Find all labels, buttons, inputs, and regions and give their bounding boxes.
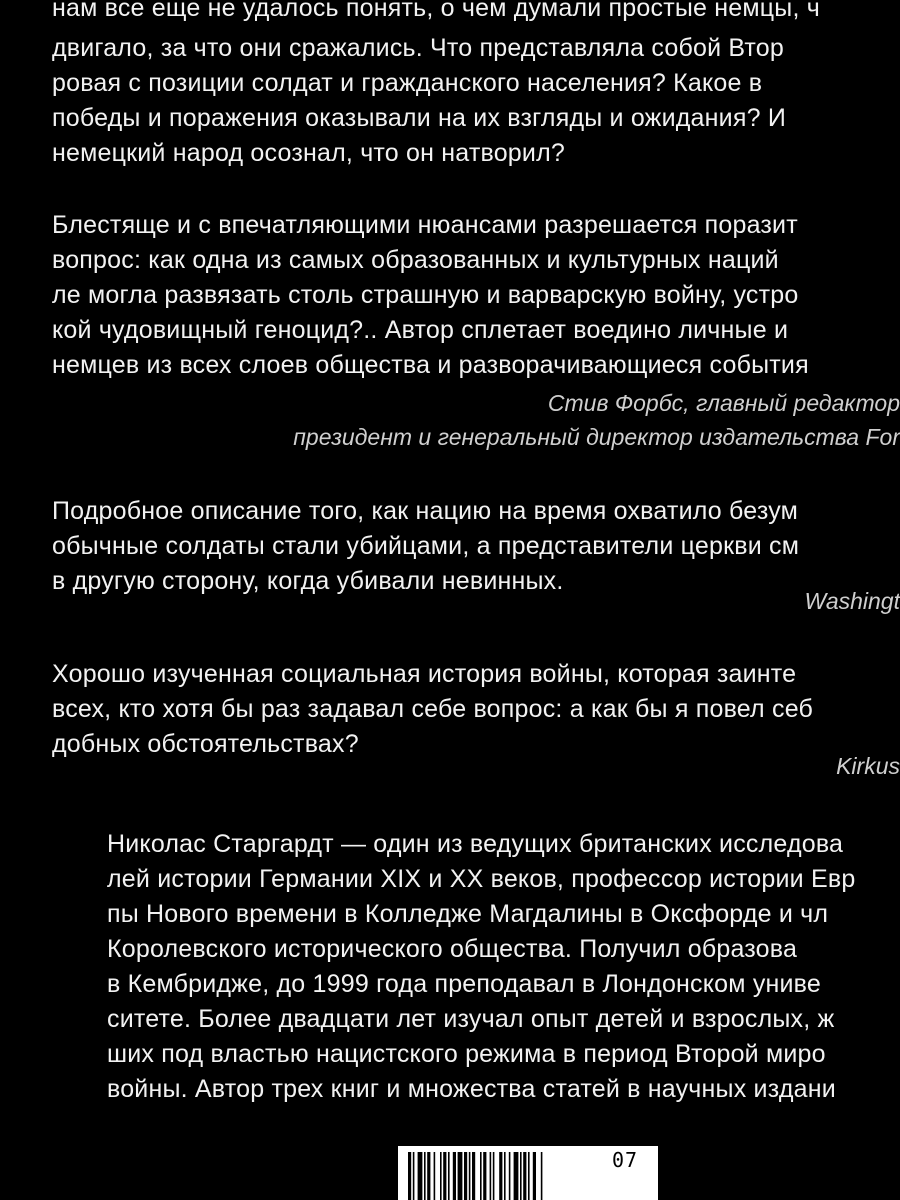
- text-line: добных обстоятельствах?: [52, 730, 359, 758]
- barcode-bar: [490, 1152, 492, 1200]
- text-line: лей истории Германии XIX и XX веков, профессор истории Евр: [107, 865, 856, 893]
- barcode-bar: [458, 1152, 463, 1200]
- text-line: Блестяще и с впечатляющими нюансами разрешается поразит: [52, 211, 798, 239]
- text-line: ровая с позиции солдат и гражданского населения? Какое в: [52, 69, 763, 97]
- text-line: немцев из всех слоев общества и разворачивающиеся события: [52, 351, 809, 379]
- barcode-bar: [533, 1152, 536, 1200]
- text-line: обычные солдаты стали убийцами, а представители церкви см: [52, 532, 800, 560]
- text-line: Королевского исторического общества. Получил образова: [107, 935, 798, 963]
- barcode-bar: [424, 1152, 426, 1200]
- text-line: ших под властью нацистского режима в период Второй миро: [107, 1040, 826, 1068]
- barcode-bar: [472, 1152, 475, 1200]
- text-line: кой чудовищный геноцид?.. Автор сплетает воедино личные и: [52, 316, 789, 344]
- barcode-bar: [480, 1152, 482, 1200]
- barcode-bar: [499, 1152, 502, 1200]
- text-line: ле могла развязать столь страшную и варварскую войну, устро: [52, 281, 799, 309]
- barcode-bar: [483, 1152, 486, 1200]
- review-attribution: Стив Форбс, главный редактор: [547, 390, 900, 416]
- barcode-bar: [509, 1152, 511, 1200]
- review-attribution: Kirkus: [836, 753, 900, 779]
- barcode: [398, 1146, 658, 1200]
- text-line: ситете. Более двадцати лет изучал опыт детей и взрослых, ж: [107, 1005, 835, 1033]
- text-line: Николас Старгардт — один из ведущих британских исследова: [107, 830, 844, 858]
- text-line: войны. Автор трех книг и множества статей в научных издани: [107, 1075, 836, 1103]
- text-line: пы Нового времени в Колледже Магдалины в Оксфорде и чл: [107, 900, 829, 928]
- barcode-bar: [427, 1152, 430, 1200]
- text-line: немецкий народ осознал, что он натворил?: [52, 139, 565, 167]
- barcode-bar: [448, 1152, 450, 1200]
- barcode-bar: [493, 1152, 495, 1200]
- barcode-bar: [443, 1152, 446, 1200]
- barcode-bar: [464, 1152, 467, 1200]
- barcode-bar: [453, 1152, 456, 1200]
- text-line: победы и поражения оказывали на их взгляды и ожидания? И: [52, 104, 786, 132]
- barcode-bar: [469, 1152, 471, 1200]
- barcode-bar: [434, 1152, 436, 1200]
- text-line: Подробное описание того, как нацию на время охватило безум: [52, 497, 799, 525]
- barcode-bar: [528, 1152, 530, 1200]
- barcode-bar: [504, 1152, 506, 1200]
- barcode-number: 07: [612, 1148, 639, 1172]
- barcode-bars-icon: [408, 1152, 608, 1200]
- text-line: вопрос: как одна из самых образованных и культурных наций: [52, 246, 779, 274]
- text-line: в Кембридже, до 1999 года преподавал в Лондонском униве: [107, 970, 821, 998]
- barcode-bar: [523, 1152, 526, 1200]
- text-line: в другую сторону, когда убивали невинных.: [52, 567, 564, 595]
- barcode-bar: [514, 1152, 519, 1200]
- text-line: нам все еще не удалось понять, о чем думали простые немцы, ч: [52, 0, 820, 22]
- text-line: Хорошо изученная социальная история войны, которая заинте: [52, 660, 797, 688]
- barcode-bar: [440, 1152, 442, 1200]
- text-line: всех, кто хотя бы раз задавал себе вопрос: а как бы я повел себ: [52, 695, 814, 723]
- barcode-bar: [418, 1152, 423, 1200]
- barcode-bar: [408, 1152, 411, 1200]
- barcode-bar: [520, 1152, 522, 1200]
- text-line: двигало, за что они сражались. Что представляла собой Втор: [52, 34, 784, 62]
- barcode-bar: [541, 1152, 543, 1200]
- review-attribution: президент и генеральный директор издательства For: [293, 424, 900, 450]
- barcode-bar: [413, 1152, 415, 1200]
- review-attribution: Washingt: [804, 588, 900, 614]
